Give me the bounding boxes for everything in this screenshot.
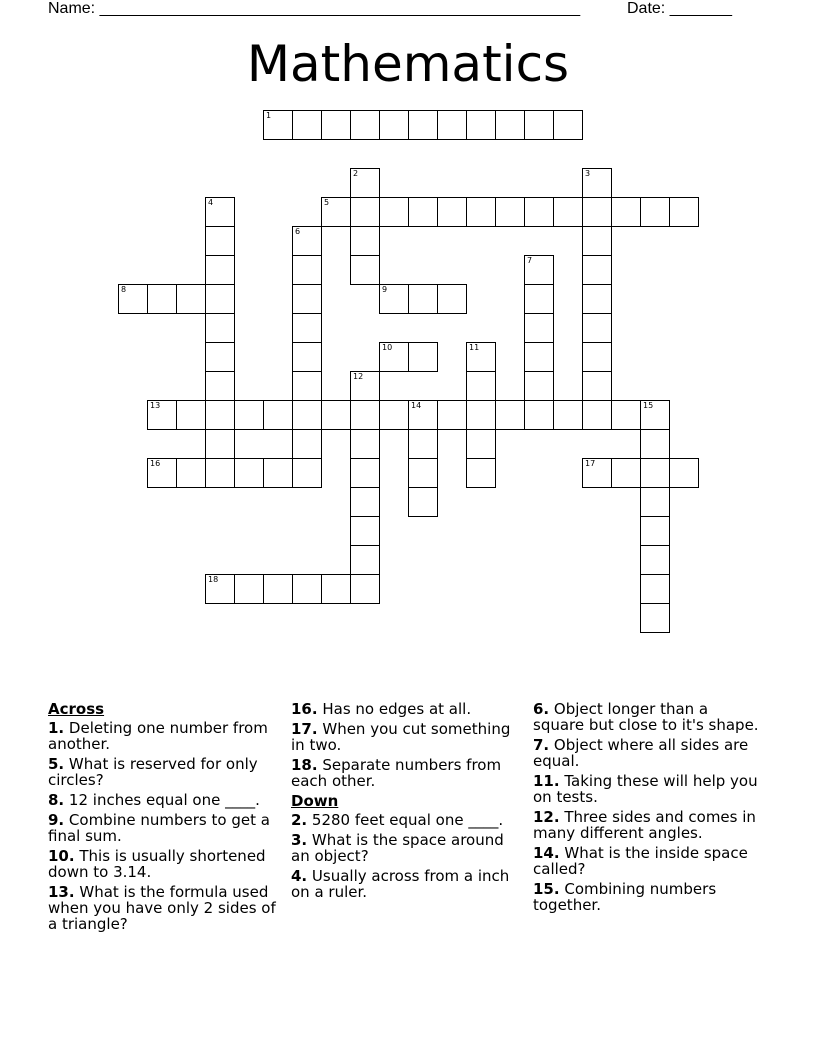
clue-item (48, 720, 280, 752)
crossword-cell[interactable] (379, 110, 409, 140)
crossword-cell[interactable] (205, 313, 235, 343)
clue-number: 18 (208, 575, 219, 584)
crossword-cell[interactable] (263, 458, 293, 488)
clue-item (533, 881, 763, 913)
clue-item (48, 884, 280, 932)
crossword-cell[interactable] (321, 400, 351, 430)
clue-number: 10 (382, 343, 393, 352)
clue-number-label: 16. (291, 700, 318, 718)
clues-column-1 (48, 701, 280, 936)
clue-text: What is reserved for only circles? (48, 755, 258, 789)
clue-number: 5 (324, 198, 330, 207)
crossword-cell[interactable] (350, 226, 380, 256)
crossword-cell[interactable] (379, 197, 409, 227)
clue-number: 9 (382, 285, 388, 294)
crossword-cell[interactable] (466, 197, 496, 227)
clues-column-2 (291, 701, 521, 904)
crossword-cell[interactable] (582, 371, 612, 401)
clue-item (291, 868, 521, 900)
crossword-cell[interactable] (350, 487, 380, 517)
crossword-cell[interactable] (321, 197, 351, 227)
crossword-cell[interactable] (437, 400, 467, 430)
crossword-cell[interactable] (321, 574, 351, 604)
clue-number-label: 1. (48, 719, 65, 737)
crossword-cell[interactable] (437, 197, 467, 227)
crossword-cell[interactable] (582, 284, 612, 314)
crossword-cell[interactable] (292, 110, 322, 140)
clue-item (48, 756, 280, 788)
clue-number-label: 9. (48, 811, 65, 829)
crossword-cell[interactable] (466, 371, 496, 401)
crossword-cell[interactable] (640, 516, 670, 546)
crossword-cell[interactable] (350, 400, 380, 430)
clue-number-label: 8. (48, 791, 65, 809)
clue-number-label: 12. (533, 808, 560, 826)
crossword-cell[interactable] (553, 110, 583, 140)
crossword-cell[interactable] (582, 400, 612, 430)
crossword-cell[interactable] (553, 197, 583, 227)
crossword-cell[interactable] (669, 197, 699, 227)
clue-text: Object longer than a square but close to it's shape. (533, 700, 759, 734)
crossword-cell[interactable] (205, 197, 235, 227)
clue-number: 1 (266, 111, 272, 120)
crossword-cell[interactable] (408, 110, 438, 140)
crossword-cell[interactable] (582, 226, 612, 256)
crossword-cell[interactable] (205, 226, 235, 256)
clue-item (291, 832, 521, 864)
crossword-cell[interactable] (640, 545, 670, 575)
clue-number-label: 17. (291, 720, 318, 738)
crossword-cell[interactable] (379, 342, 409, 372)
crossword-cell[interactable] (292, 342, 322, 372)
crossword-cell[interactable] (582, 458, 612, 488)
crossword-cell[interactable] (292, 226, 322, 256)
crossword-cell[interactable] (350, 429, 380, 459)
crossword-cell[interactable] (408, 487, 438, 517)
crossword-cell[interactable] (205, 371, 235, 401)
clue-number: 11 (469, 343, 480, 352)
crossword-cell[interactable] (292, 429, 322, 459)
crossword-cell[interactable] (350, 197, 380, 227)
clue-number: 13 (150, 401, 161, 410)
crossword-cell[interactable] (524, 342, 554, 372)
clue-text: 5280 feet equal one ____. (311, 811, 504, 829)
clue-text: Separate numbers from each other. (291, 756, 502, 790)
crossword-cell[interactable] (205, 284, 235, 314)
crossword-cell[interactable] (118, 284, 148, 314)
name-field[interactable]: Name: ______________________________________________________ (48, 0, 581, 17)
crossword-cell[interactable] (408, 284, 438, 314)
crossword-cell[interactable] (234, 574, 264, 604)
clue-item (533, 809, 763, 841)
clue-number-label: 2. (291, 811, 308, 829)
crossword-cell[interactable] (466, 429, 496, 459)
crossword-cell[interactable] (292, 574, 322, 604)
page-title: Mathematics (246, 35, 570, 93)
clue-text: What is the formula used when you have only 2 sides of a triangle? (48, 883, 276, 933)
crossword-cell[interactable] (350, 255, 380, 285)
crossword-cell[interactable] (205, 429, 235, 459)
crossword-cell[interactable] (292, 400, 322, 430)
clue-number-label: 5. (48, 755, 65, 773)
clue-item (291, 701, 521, 717)
crossword-cell[interactable] (292, 458, 322, 488)
crossword-cell[interactable] (263, 400, 293, 430)
crossword-cell[interactable] (147, 458, 177, 488)
clue-number: 7 (527, 256, 533, 265)
crossword-cell[interactable] (437, 284, 467, 314)
clue-number: 4 (208, 198, 214, 207)
crossword-cell[interactable] (524, 400, 554, 430)
crossword-cell[interactable] (524, 313, 554, 343)
clue-number: 15 (643, 401, 654, 410)
clue-item (533, 845, 763, 877)
across-heading: Across (48, 700, 105, 718)
crossword-cell[interactable] (466, 342, 496, 372)
crossword-cell[interactable] (176, 458, 206, 488)
clue-text: Object where all sides are equal. (533, 736, 749, 770)
clue-text: Combining numbers together. (533, 880, 717, 914)
crossword-cell[interactable] (524, 284, 554, 314)
crossword-cell[interactable] (582, 255, 612, 285)
crossword-cell[interactable] (466, 400, 496, 430)
crossword-cell[interactable] (640, 429, 670, 459)
clue-text: What is the inside space called? (533, 844, 748, 878)
crossword-cell[interactable] (205, 400, 235, 430)
crossword-cell[interactable] (524, 371, 554, 401)
clue-item (48, 812, 280, 844)
crossword-cell[interactable] (350, 545, 380, 575)
crossword-cell[interactable] (292, 284, 322, 314)
crossword-cell[interactable] (524, 197, 554, 227)
crossword-cell[interactable] (350, 574, 380, 604)
crossword-cell[interactable] (408, 429, 438, 459)
clue-item (291, 757, 521, 789)
crossword-cell[interactable] (640, 574, 670, 604)
clue-text: Three sides and comes in many different angles. (533, 808, 756, 842)
clue-item (291, 812, 521, 828)
crossword-cell[interactable] (379, 284, 409, 314)
crossword-cell[interactable] (640, 458, 670, 488)
crossword-cell[interactable] (350, 168, 380, 198)
crossword-cell[interactable] (379, 400, 409, 430)
clue-number: 12 (353, 372, 364, 381)
crossword-cell[interactable] (582, 313, 612, 343)
crossword-cell[interactable] (640, 400, 670, 430)
clue-number-label: 7. (533, 736, 550, 754)
crossword-cell[interactable] (524, 255, 554, 285)
crossword-cell[interactable] (466, 458, 496, 488)
clue-text: Deleting one number from another. (48, 719, 268, 753)
crossword-cell[interactable] (611, 400, 641, 430)
clue-text: Has no edges at all. (322, 700, 472, 718)
crossword-cell[interactable] (611, 197, 641, 227)
crossword-cell[interactable] (582, 197, 612, 227)
crossword-cell[interactable] (321, 110, 351, 140)
crossword-cell[interactable] (292, 313, 322, 343)
crossword-cell[interactable] (466, 110, 496, 140)
date-field[interactable]: Date: _______ (627, 0, 732, 17)
crossword-cell[interactable] (205, 255, 235, 285)
crossword-cell[interactable] (205, 458, 235, 488)
clue-text: This is usually shortened down to 3.14. (48, 847, 266, 881)
clue-item (48, 848, 280, 880)
clue-item (533, 773, 763, 805)
clue-item (48, 792, 280, 808)
crossword-cell[interactable] (408, 342, 438, 372)
clue-number: 17 (585, 459, 596, 468)
crossword-cell[interactable] (205, 342, 235, 372)
crossword-cell[interactable] (408, 400, 438, 430)
crossword-cell[interactable] (292, 371, 322, 401)
clue-text: When you cut something in two. (291, 720, 511, 754)
clue-number-label: 10. (48, 847, 75, 865)
clue-item (533, 701, 763, 733)
clue-number: 6 (295, 227, 301, 236)
clues-column-3 (533, 701, 763, 917)
down-heading: Down (291, 792, 339, 810)
clue-text: Combine numbers to get a final sum. (48, 811, 270, 845)
crossword-cell[interactable] (147, 284, 177, 314)
crossword-cell[interactable] (408, 458, 438, 488)
crossword-cell[interactable] (350, 371, 380, 401)
crossword-cell[interactable] (669, 458, 699, 488)
crossword-cell[interactable] (263, 574, 293, 604)
crossword-cell[interactable] (495, 197, 525, 227)
crossword-cell[interactable] (176, 284, 206, 314)
clue-number-label: 18. (291, 756, 318, 774)
crossword-cell[interactable] (176, 400, 206, 430)
crossword-cell[interactable] (350, 458, 380, 488)
crossword-cell[interactable] (640, 487, 670, 517)
crossword-cell[interactable] (408, 197, 438, 227)
crossword-cell[interactable] (263, 110, 293, 140)
crossword-cell[interactable] (495, 400, 525, 430)
crossword-cell[interactable] (582, 168, 612, 198)
clue-number-label: 3. (291, 831, 308, 849)
crossword-cell[interactable] (234, 458, 264, 488)
crossword-cell[interactable] (582, 342, 612, 372)
clue-text: 12 inches equal one ____. (68, 791, 260, 809)
crossword-cell[interactable] (640, 603, 670, 633)
clue-number: 14 (411, 401, 422, 410)
clue-number-label: 11. (533, 772, 560, 790)
crossword-cell[interactable] (437, 110, 467, 140)
crossword-cell[interactable] (350, 516, 380, 546)
clue-number: 16 (150, 459, 161, 468)
clue-number-label: 6. (533, 700, 550, 718)
crossword-cell[interactable] (292, 255, 322, 285)
clue-number-label: 14. (533, 844, 560, 862)
clue-number-label: 15. (533, 880, 560, 898)
crossword-cell[interactable] (611, 458, 641, 488)
clue-text: Taking these will help you on tests. (533, 772, 758, 806)
clue-item (533, 737, 763, 769)
clue-number-label: 13. (48, 883, 75, 901)
crossword-cell[interactable] (524, 110, 554, 140)
crossword-cell[interactable] (205, 574, 235, 604)
clue-text: What is the space around an object? (291, 831, 504, 865)
crossword-cell[interactable] (234, 400, 264, 430)
clue-number-label: 4. (291, 867, 308, 885)
clue-text: Usually across from a inch on a ruler. (291, 867, 510, 901)
crossword-cell[interactable] (640, 197, 670, 227)
clue-number: 2 (353, 169, 359, 178)
crossword-cell[interactable] (553, 400, 583, 430)
crossword-cell[interactable] (147, 400, 177, 430)
clue-number: 8 (121, 285, 127, 294)
crossword-cell[interactable] (350, 110, 380, 140)
clue-number: 3 (585, 169, 591, 178)
crossword-cell[interactable] (495, 110, 525, 140)
clue-item (291, 721, 521, 753)
